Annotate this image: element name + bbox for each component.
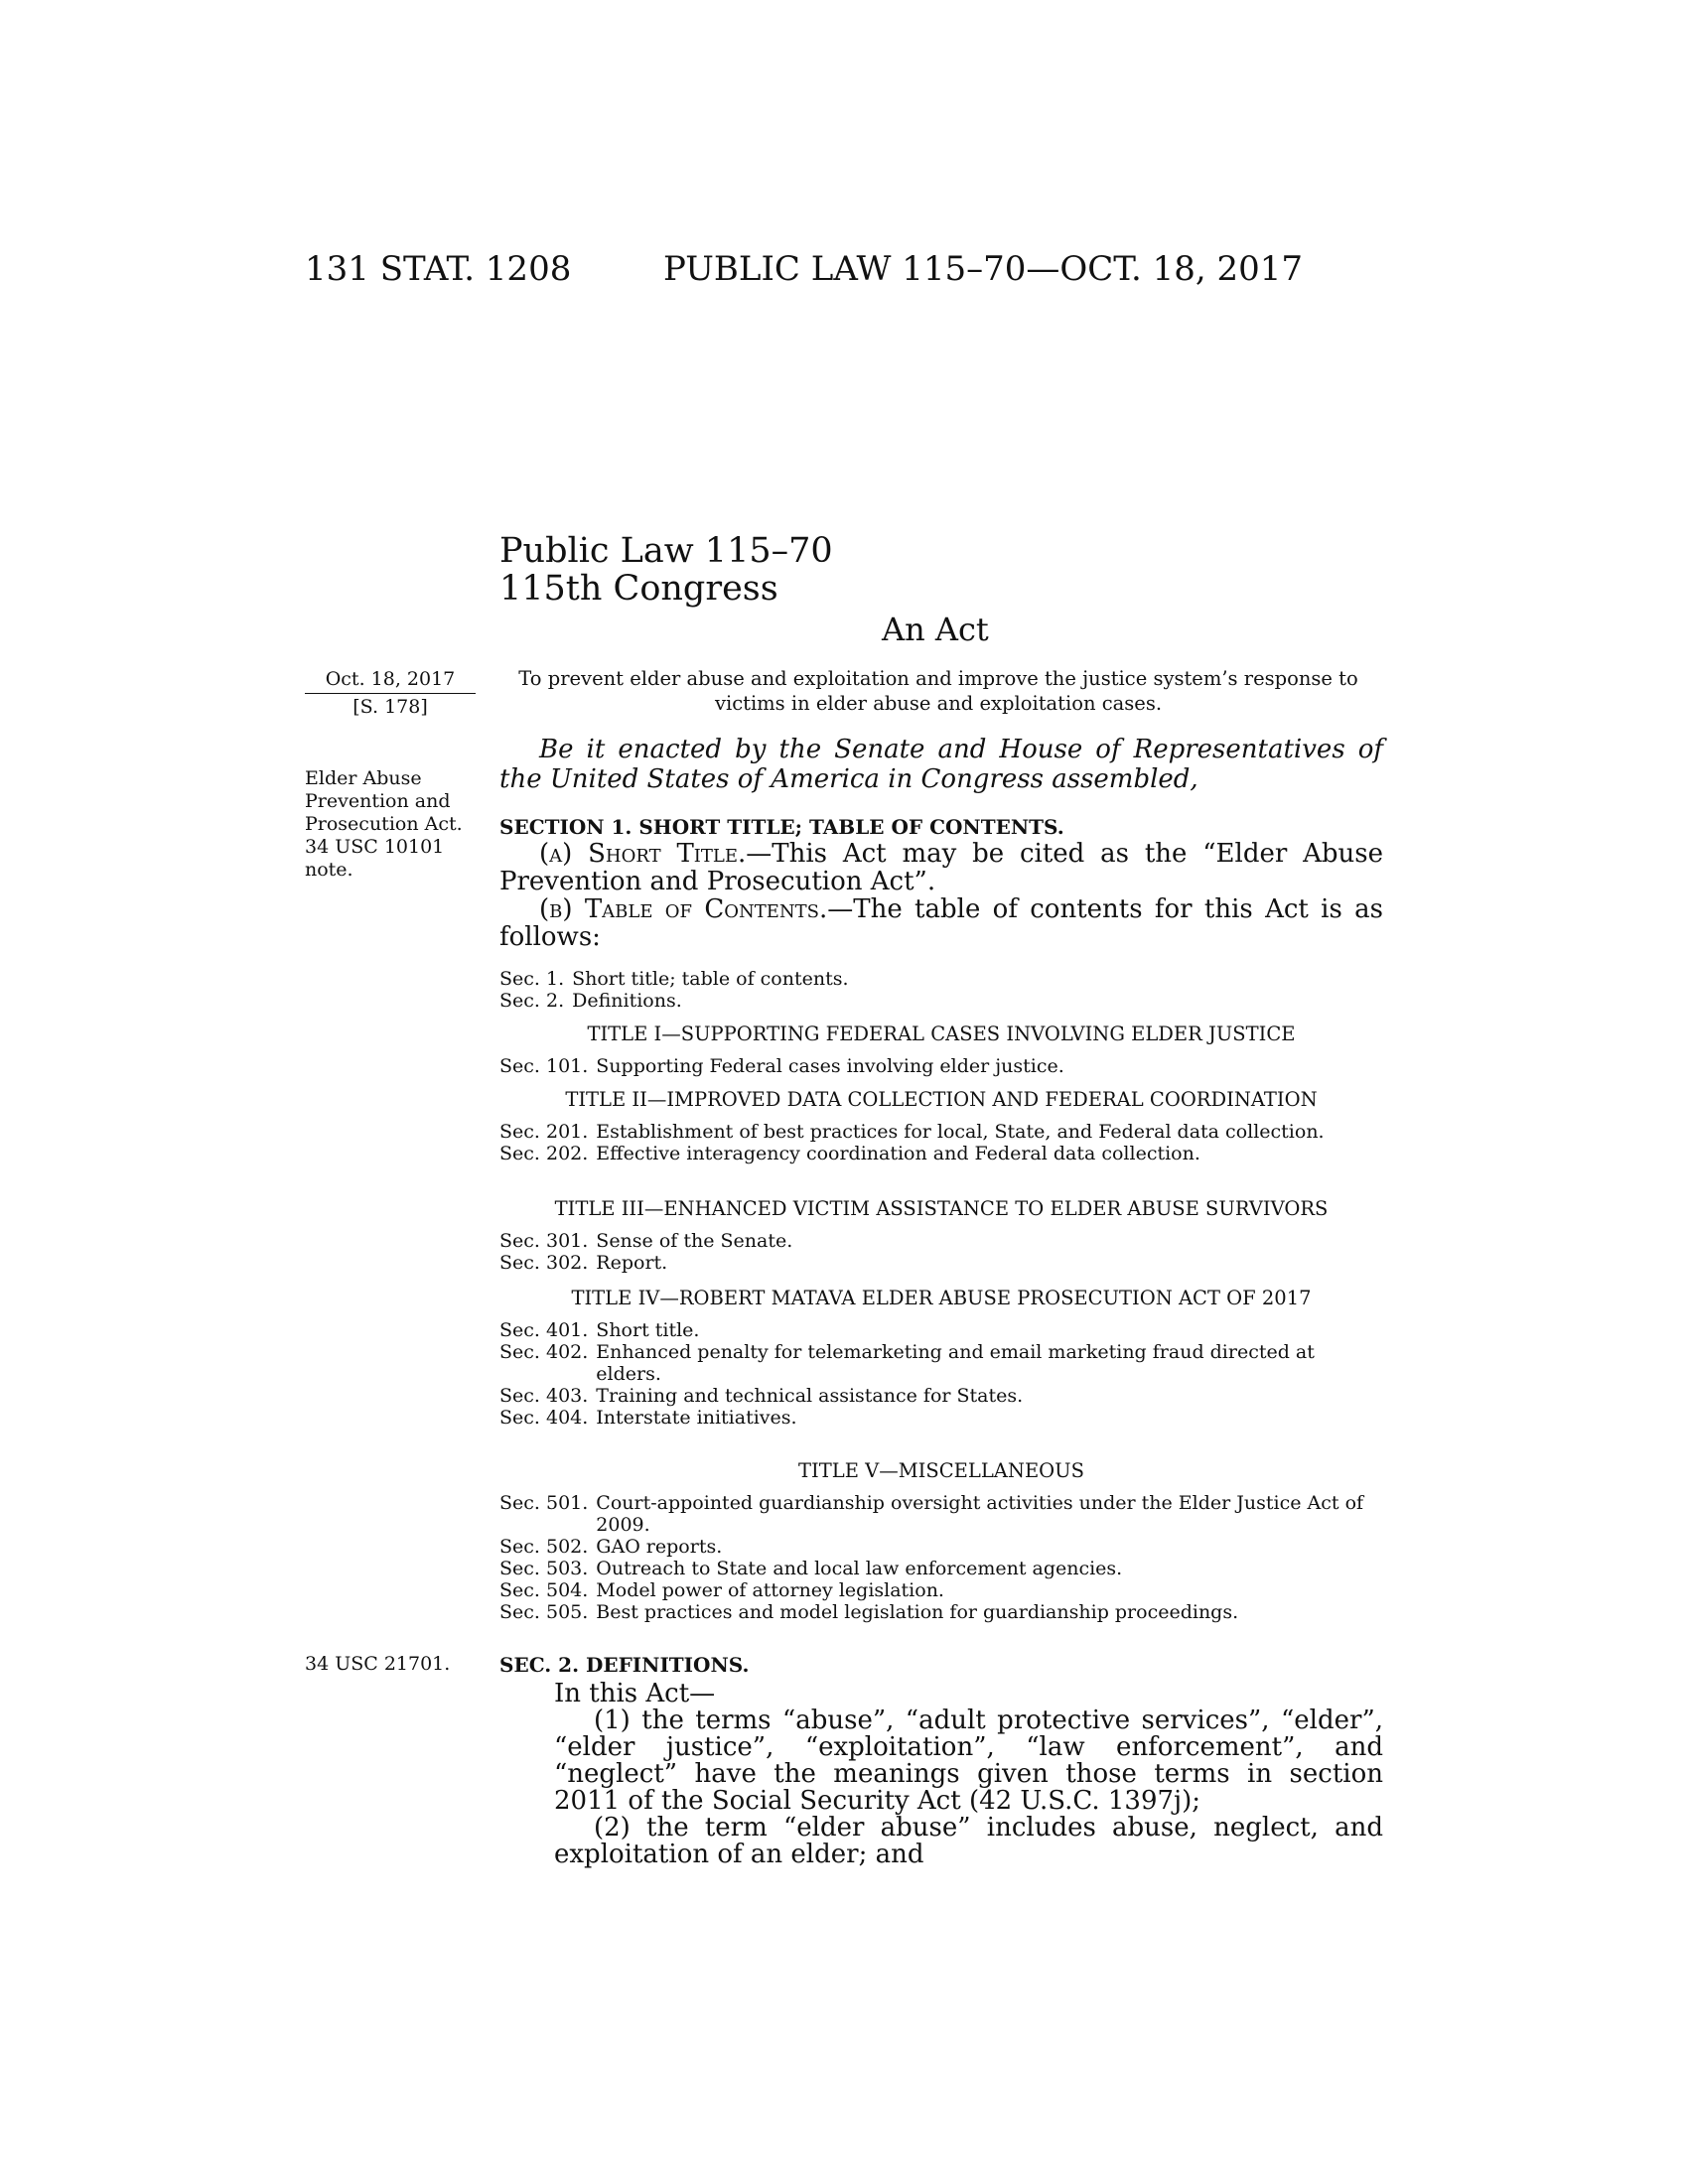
toc-entry-number: Sec. 404. (499, 1407, 589, 1429)
margin-note-line: Elder Abuse (305, 767, 422, 789)
toc-entry (499, 1492, 1383, 1536)
law-title-block (499, 532, 833, 608)
toc-entry (499, 1121, 1383, 1143)
toc-entry (499, 1230, 1383, 1252)
toc-title-heading: TITLE II—IMPROVED DATA COLLECTION AND FEDERAL COORDINATION (565, 1088, 1318, 1111)
toc-title-heading: TITLE V—MISCELLANEOUS (798, 1459, 1084, 1482)
toc-entry-number: Sec. 401. (499, 1319, 589, 1341)
toc-entry (499, 990, 1383, 1012)
short-title-text: —This Act may be cited as the “Elder Abuse Prevention and Prosecution Act”. (499, 839, 1383, 896)
toc-entry (499, 1601, 1383, 1623)
toc-entry-text: Outreach to State and local law enforcement agencies. (596, 1558, 1123, 1579)
definition-item: (2) the term “elder abuse” includes abuse, neglect, and exploitation of an elder; and (554, 1813, 1383, 1869)
toc-entry (499, 1319, 1383, 1341)
toc-title-4 (499, 1288, 1383, 1429)
toc-entry (499, 968, 1383, 990)
toc-entry-text: Sense of the Senate. (596, 1230, 793, 1252)
toc-entry (499, 1252, 1383, 1274)
toc-title-1 (499, 1024, 1383, 1077)
toc-label: (b) Table of Contents. (539, 894, 828, 924)
toc-entry-text: Short title; table of contents. (572, 968, 849, 990)
definitions-lead: In this Act— (554, 1679, 716, 1708)
toc-entry (499, 1579, 1383, 1601)
toc-entry (499, 1385, 1383, 1407)
enactment-date: Oct. 18, 2017 (305, 666, 476, 694)
enacting-clause: Be it enacted by the Senate and House of Representatives of the United States of America in Congress assembled, (499, 735, 1383, 794)
toc-entry-text: Effective interagency coordination and Federal data collection. (596, 1143, 1200, 1164)
margin-note-line: note. (305, 859, 353, 881)
toc-entry-text: Enhanced penalty for telemarketing and email marketing fraud directed at elders. (596, 1341, 1315, 1385)
margin-note-act (305, 767, 463, 882)
running-header: PUBLIC LAW 115–70—OCT. 18, 2017 (663, 249, 1304, 289)
table-of-contents (499, 968, 1383, 1012)
toc-entry-text: Report. (596, 1252, 668, 1274)
toc-entry-text: Establishment of best practices for local, State, and Federal data collection. (596, 1121, 1325, 1143)
public-law-number: Public Law 115–70 (499, 531, 833, 571)
toc-entry (499, 1055, 1383, 1077)
act-purpose: To prevent elder abuse and exploitation and improve the justice system’s response to victims in elder abuse and exploitation cases. (518, 667, 1358, 715)
toc-title-2 (499, 1089, 1383, 1164)
definition-item: (1) the terms “abuse”, “adult protective services”, “elder”, “elder justice”, “exploitation”, “law enforcement”, and “neglect” have the meanings given those terms in section 2011 of the Social Security Act (42 U.S.C. 1397j); (554, 1706, 1383, 1816)
toc-title-3 (499, 1198, 1383, 1274)
toc-entry-text: Interstate initiatives. (596, 1407, 797, 1429)
toc-title-heading: TITLE I—SUPPORTING FEDERAL CASES INVOLVING ELDER JUSTICE (587, 1023, 1296, 1045)
toc-entry-text: Model power of attorney legislation. (596, 1579, 944, 1601)
toc-entry-number: Sec. 503. (499, 1558, 589, 1579)
margin-note-line: Prevention and (305, 790, 451, 812)
margin-note-sec2: 34 USC 21701. (305, 1653, 451, 1675)
margin-note-line: Prosecution Act. (305, 813, 463, 835)
toc-entry-text: Best practices and model legislation for guardianship proceedings. (596, 1601, 1239, 1623)
toc-entry-number: Sec. 505. (499, 1601, 589, 1623)
toc-entry (499, 1558, 1383, 1579)
toc-entry (499, 1143, 1383, 1164)
definitions-body (554, 1681, 1383, 1868)
toc-entry-text: GAO reports. (596, 1536, 723, 1558)
toc-entry-text: Definitions. (572, 990, 682, 1012)
toc-entry-text: Supporting Federal cases involving elder justice. (596, 1055, 1064, 1077)
toc-paragraph (499, 895, 1383, 951)
congress-number: 115th Congress (499, 569, 778, 609)
toc-entry-number: Sec. 2. (499, 990, 565, 1012)
short-title-paragraph (499, 840, 1383, 895)
toc-entry-text: Court-appointed guardianship oversight activities under the Elder Justice Act of 2009. (596, 1492, 1364, 1536)
toc-entry-number: Sec. 504. (499, 1579, 589, 1601)
short-title-label: (a) Short Title. (539, 839, 747, 869)
toc-entry-number: Sec. 502. (499, 1536, 589, 1558)
toc-entry-number: Sec. 1. (499, 968, 565, 990)
toc-entry-number: Sec. 201. (499, 1121, 589, 1143)
section2-heading: SEC. 2. DEFINITIONS. (499, 1653, 750, 1677)
stat-citation: 131 STAT. 1208 (305, 249, 572, 289)
toc-entry-number: Sec. 202. (499, 1143, 589, 1164)
toc-entry-number: Sec. 302. (499, 1252, 589, 1274)
toc-entry-number: Sec. 402. (499, 1341, 589, 1363)
toc-entry-number: Sec. 403. (499, 1385, 589, 1407)
bill-number: [S. 178] (352, 696, 428, 718)
margin-note-line: 34 USC 10101 (305, 836, 445, 858)
toc-title-5 (499, 1460, 1383, 1623)
toc-entry (499, 1341, 1383, 1385)
toc-entry-number: Sec. 301. (499, 1230, 589, 1252)
toc-entry-text: Short title. (596, 1319, 700, 1341)
toc-entry-text: Training and technical assistance for States. (596, 1385, 1024, 1407)
toc-entry-number: Sec. 501. (499, 1492, 589, 1514)
act-heading: An Act (882, 611, 989, 648)
toc-entry-number: Sec. 101. (499, 1055, 589, 1077)
toc-entry (499, 1536, 1383, 1558)
toc-entry (499, 1407, 1383, 1429)
toc-text: —The table of contents for this Act is as follows: (499, 894, 1383, 952)
toc-title-heading: TITLE IV—ROBERT MATAVA ELDER ABUSE PROSECUTION ACT OF 2017 (571, 1287, 1312, 1309)
margin-date-block (305, 666, 476, 720)
section1-heading: SECTION 1. SHORT TITLE; TABLE OF CONTENTS. (499, 815, 1064, 839)
toc-title-heading: TITLE III—ENHANCED VICTIM ASSISTANCE TO ELDER ABUSE SURVIVORS (554, 1197, 1329, 1220)
